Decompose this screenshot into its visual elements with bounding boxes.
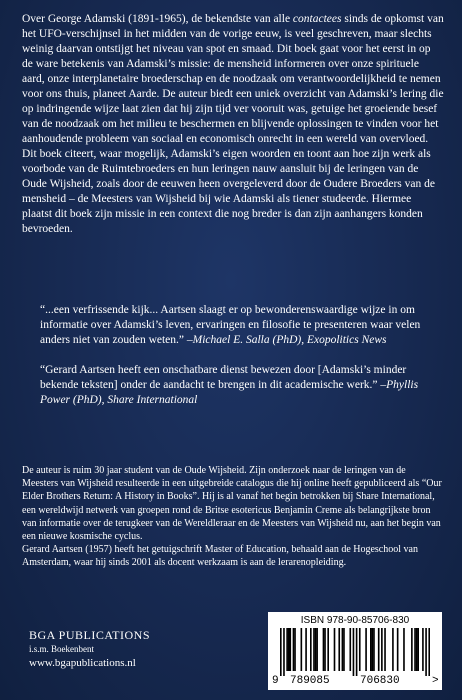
barcode-digit-lead: 9: [272, 675, 279, 687]
publisher-block: [29, 627, 229, 671]
barcode-bar: [356, 628, 358, 676]
barcode-digit-right: 706830: [360, 675, 400, 687]
barcode-bar: [359, 628, 361, 671]
bio-paragraph-2: Gerard Aartsen (1957) heeft het getuigschrift Master of Education, behaald aan de Hogeschool van Amsterdam, waar hij sinds 2001 als docent werkzaam is aan de lerarenopleiding.: [22, 544, 418, 569]
barcode-bar: [370, 628, 372, 671]
barcode-bar: [392, 628, 394, 671]
publisher-name: BGA PUBLICATIONS: [29, 628, 151, 642]
barcode-bar: [338, 628, 340, 671]
review-quote-1: [40, 303, 445, 348]
barcode-bar: [428, 628, 430, 676]
barcode-bar: [288, 628, 290, 671]
barcode-bar: [411, 628, 413, 671]
barcode-bar: [310, 628, 312, 671]
barcode-bar: [384, 628, 386, 671]
isbn-number: ISBN 978-90-85706-830: [300, 615, 410, 626]
blurb-paragraph-1: Over George Adamski (1891-1965), de bekendste van alle contactees sinds de opkomst van het UFO-verschijnsel in het midden van de vorige eeuw, is veel geschreven, maar slechts weinig daarvan ontstijgt het niveau van spot en smaad. Dit boek gaat voor het eerst in op de ware betekenis van Adamski’s missie: de mensheid informeren over onze spirituele aard, onze interplanetaire broederschap en de noodzaak om verantwoordelijkheid te nemen voor ons thuis, planeet Aarde. De auteur biedt een uniek overzicht van Adamski’s lering die op indringende wijze laat zien dat hij zijn tijd ver vooruit was, getuige het groeiende besef van de noodzaak om het milieu te beschermen en blijvende oplossingen te vinden voor het aanhoudende probleem van sociaal en economisch onrecht in een wereld van overvloed.: [22, 13, 444, 145]
barcode-bar: [403, 628, 405, 671]
barcode-bar: [293, 628, 295, 671]
barcode-bar: [283, 628, 285, 676]
barcode-bar: [315, 628, 317, 671]
blurb-paragraph-2: Dit boek citeert, waar mogelijk, Adamski’s eigen woorden en toont aan hoe zijn werk als voorbode van de Ruimtebroeders en hun leringen nauw aansluit bij de leringen van de Oude Wijsheid, zoals door de eeuwen heen overgeleverd door de Oudere Broeders van de mensheid – de Meesters van Wijsheid bij wie Adamski als tiener studeerde. Hiermee plaatst dit boek zijn missie in een context die nog breder is dan zijn aanhangers konden bevroeden.: [22, 148, 435, 235]
barcode-bar: [323, 628, 325, 671]
barcode-digit-left: 789085: [290, 675, 330, 687]
cover-blurb: [22, 12, 444, 237]
author-bio: [22, 464, 442, 570]
publisher-url: www.bgapublications.nl: [29, 657, 136, 669]
barcode-bar: [417, 628, 419, 671]
barcode-bar: [365, 628, 367, 671]
barcode-bars: [280, 628, 430, 676]
barcode-digit-end: >: [432, 675, 439, 687]
review-quotes: [40, 303, 445, 408]
barcode-bar: [422, 628, 424, 671]
publisher-partner: i.s.m. Boekenbent: [29, 644, 94, 654]
barcode-bar: [397, 628, 399, 671]
barcode-bar: [349, 628, 351, 671]
barcode-bar: [372, 628, 374, 671]
barcode-bar: [289, 628, 291, 671]
quote-attribution: –Michael E. Salla (PhD), Exopolitics News: [186, 334, 387, 346]
barcode-bar: [414, 628, 416, 671]
barcode-bar: [381, 628, 383, 671]
barcode-bar: [343, 628, 345, 671]
barcode-bar: [305, 628, 307, 671]
barcode-bar: [334, 628, 336, 671]
barcode-bar: [313, 628, 315, 671]
barcode-bar: [301, 628, 303, 671]
barcode-bar: [294, 628, 296, 671]
bio-paragraph-1: De auteur is ruim 30 jaar student van de Oude Wijsheid. Zijn onderzoek naar de leringen van de Meesters van Wijsheid resulteerde in een uitgebreide catalogus die hij online heeft gepubliceerd als “Our Elder Brothers Return: A History in Books”. Hij is al vanaf het begin betrokken bij Share International, een wereldwijd netwerk van groepen rond de Britse esotericus Benjamin Creme als belangrijkste bron van informatie over de terugkeer van de Wereldleraar en de Meesters van Wijsheid nu, aan het begin van een nieuwe kosmische cyclus.: [22, 465, 442, 543]
review-quote-2: [40, 363, 445, 408]
barcode-bar: [342, 628, 344, 671]
quote-attribution: –Phyllis Power (PhD), Share International: [40, 379, 419, 406]
barcode-bar: [425, 628, 427, 676]
quote-text: “...een verfrissende kijk... Aartsen slaagt er op bewonderenswaardige wijze in om informatie over Adamski’s leven, ervaringen en filosofie te presenteren waar velen anders niet van zouden weten.”: [40, 304, 421, 346]
barcode-bar: [353, 628, 355, 676]
quote-text: “Gerard Aartsen heeft een onschatbare dienst bewezen door [Adamski’s minder bekende teksten] onder de aandacht te brengen in dit academische werk.”: [40, 364, 407, 391]
barcode-bar: [324, 628, 326, 671]
barcode-bar: [416, 628, 418, 671]
contactees-emphasis: contactees: [292, 13, 342, 25]
barcode-bar: [316, 628, 318, 671]
barcode-bar: [373, 628, 375, 671]
barcode-bar: [286, 628, 288, 671]
barcode-bar: [327, 628, 329, 671]
isbn-barcode: [268, 612, 442, 690]
barcode-bar: [378, 628, 380, 671]
barcode-bar: [280, 628, 282, 676]
